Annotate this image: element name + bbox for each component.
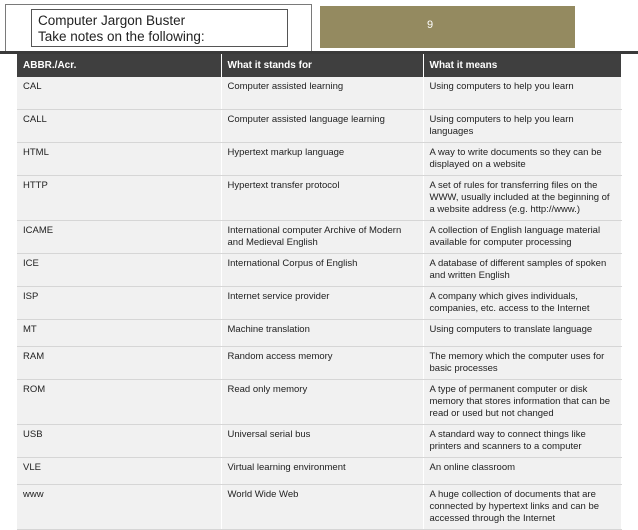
cell-abbr: HTTP xyxy=(17,176,221,221)
table-row xyxy=(17,287,621,320)
title-line-1: Computer Jargon Buster xyxy=(38,13,186,28)
cell-stands-for: Virtual learning environment xyxy=(221,458,423,485)
column-header-abbr: ABBR./Acr. xyxy=(17,54,221,77)
cell-abbr: USB xyxy=(17,425,221,458)
cell-meaning: An online classroom xyxy=(423,458,621,485)
column-header-stands-for: What it stands for xyxy=(221,54,423,77)
table-row xyxy=(17,254,621,287)
cell-stands-for: Computer assisted language learning xyxy=(221,110,423,143)
cell-abbr: ICE xyxy=(17,254,221,287)
cell-stands-for: Hypertext transfer protocol xyxy=(221,176,423,221)
cell-abbr: HTML xyxy=(17,143,221,176)
cell-stands-for: Computer assisted learning xyxy=(221,77,423,110)
cell-meaning: The memory which the computer uses for basic processes xyxy=(423,347,621,380)
cell-abbr: ISP xyxy=(17,287,221,320)
title-line-2: Take notes on the following: xyxy=(38,29,205,44)
cell-meaning: A database of different samples of spoken and written English xyxy=(423,254,621,287)
table-row xyxy=(17,176,621,221)
table-row xyxy=(17,77,621,110)
cell-meaning: A huge collection of documents that are connected by hypertext links and can be accessed through the Internet xyxy=(423,485,621,530)
slide-number: 9 xyxy=(426,19,434,31)
cell-abbr: RAM xyxy=(17,347,221,380)
table-row xyxy=(17,485,621,530)
slide-title xyxy=(31,9,288,47)
cell-meaning: A type of permanent computer or disk memory that stores information that can be read or used but not changed xyxy=(423,380,621,425)
cell-abbr: www xyxy=(17,485,221,530)
cell-meaning: A way to write documents so they can be displayed on a website xyxy=(423,143,621,176)
cell-stands-for: Hypertext markup language xyxy=(221,143,423,176)
cell-stands-for: Internet service provider xyxy=(221,287,423,320)
table-row xyxy=(17,425,621,458)
cell-stands-for: Universal serial bus xyxy=(221,425,423,458)
cell-stands-for: Random access memory xyxy=(221,347,423,380)
cell-meaning: Using computers to help you learn xyxy=(423,77,621,110)
cell-abbr: CALL xyxy=(17,110,221,143)
table-row xyxy=(17,110,621,143)
table-row xyxy=(17,221,621,254)
cell-stands-for: World Wide Web xyxy=(221,485,423,530)
table-row xyxy=(17,320,621,347)
column-header-meaning: What it means xyxy=(423,54,621,77)
cell-meaning: A collection of English language material available for computer processing xyxy=(423,221,621,254)
cell-meaning: A set of rules for transferring files on the WWW, usually included at the beginning of a website address (e.g. http://www.) xyxy=(423,176,621,221)
cell-abbr: ROM xyxy=(17,380,221,425)
table-row xyxy=(17,143,621,176)
cell-stands-for: International Corpus of English xyxy=(221,254,423,287)
table-row xyxy=(17,347,621,380)
cell-stands-for: International computer Archive of Modern and Medieval English xyxy=(221,221,423,254)
table-row xyxy=(17,458,621,485)
slide-header xyxy=(0,0,638,52)
cell-meaning: Using computers to translate language xyxy=(423,320,621,347)
cell-stands-for: Read only memory xyxy=(221,380,423,425)
cell-abbr: VLE xyxy=(17,458,221,485)
jargon-table xyxy=(17,54,622,530)
table-row xyxy=(17,380,621,425)
cell-meaning: A company which gives individuals, companies, etc. access to the Internet xyxy=(423,287,621,320)
cell-abbr: ICAME xyxy=(17,221,221,254)
cell-abbr: MT xyxy=(17,320,221,347)
cell-meaning: A standard way to connect things like printers and scanners to a computer xyxy=(423,425,621,458)
cell-stands-for: Machine translation xyxy=(221,320,423,347)
table-header-row xyxy=(17,54,621,77)
cell-abbr: CAL xyxy=(17,77,221,110)
cell-meaning: Using computers to help you learn languages xyxy=(423,110,621,143)
